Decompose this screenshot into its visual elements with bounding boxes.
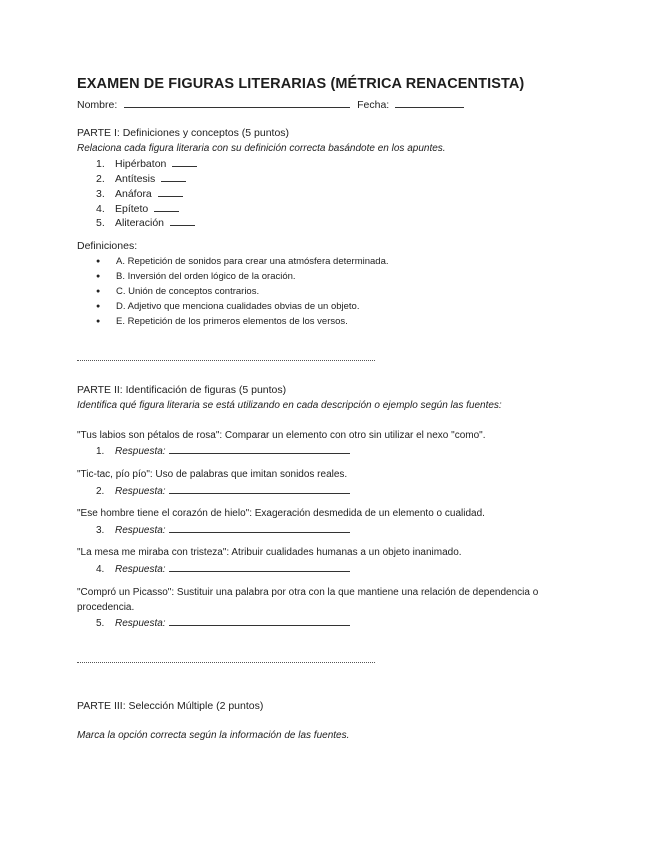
- match-blank[interactable]: [172, 157, 197, 167]
- part1-item: [96, 172, 186, 185]
- question-text: "Ese hombre tiene el corazón de hielo": Exageración desmedida de un elemento o cualidad.: [77, 508, 485, 519]
- fecha-input-line[interactable]: [395, 98, 464, 108]
- bullet-icon: ●: [96, 288, 101, 295]
- match-blank[interactable]: [161, 172, 186, 182]
- answer-label: Respuesta:: [115, 446, 166, 457]
- question-text: "La mesa me miraba con tristeza": Atribuir cualidades humanas a un objeto inanimado.: [77, 547, 462, 558]
- answer-label: Respuesta:: [115, 618, 166, 629]
- definition-item: [96, 256, 389, 267]
- answer-row: [96, 484, 350, 497]
- answer-label: Respuesta:: [115, 486, 166, 497]
- question-number: 3.: [96, 525, 105, 536]
- item-number: 3.: [96, 188, 105, 200]
- definition-text: D. Adjetivo que menciona cualidades obvias de un objeto.: [116, 301, 360, 312]
- bullet-icon: ●: [96, 303, 101, 310]
- answer-row: [96, 523, 350, 536]
- answer-label: Respuesta:: [115, 525, 166, 536]
- definition-item: [96, 286, 259, 297]
- answer-input-line[interactable]: [169, 616, 350, 626]
- match-blank[interactable]: [170, 216, 195, 226]
- answer-input-line[interactable]: [169, 562, 350, 572]
- answer-row: [96, 562, 350, 575]
- answer-input-line[interactable]: [169, 444, 350, 454]
- answer-row: [96, 444, 350, 457]
- definitions-heading: Definiciones:: [77, 240, 138, 252]
- item-number: 5.: [96, 217, 105, 229]
- part1-instructions: Relaciona cada figura literaria con su definición correcta basándote en los apuntes.: [77, 143, 446, 154]
- answer-label: Respuesta:: [115, 564, 166, 575]
- exam-title: EXAMEN DE FIGURAS LITERARIAS (MÉTRICA RENACENTISTA): [77, 76, 525, 92]
- part2-instructions: Identifica qué figura literaria se está utilizando en cada descripción o ejemplo según las fuentes:: [77, 400, 502, 411]
- bullet-icon: ●: [96, 273, 101, 280]
- definition-text: B. Inversión del orden lógico de la oración.: [116, 271, 296, 282]
- definition-text: A. Repetición de sonidos para crear una atmósfera determinada.: [116, 256, 389, 267]
- section-divider: [77, 662, 375, 663]
- part1-item: [96, 216, 195, 229]
- part1-item: [96, 157, 197, 170]
- part3-instructions: Marca la opción correcta según la información de las fuentes.: [77, 730, 350, 741]
- item-label: Aliteración: [115, 217, 165, 229]
- section-divider: [77, 360, 375, 361]
- question-number: 1.: [96, 446, 105, 457]
- definition-item: [96, 271, 296, 282]
- item-label: Antítesis: [115, 173, 156, 185]
- nombre-label: Nombre:: [77, 99, 118, 111]
- question-number: 4.: [96, 564, 105, 575]
- bullet-icon: ●: [96, 258, 101, 265]
- definition-item: [96, 301, 359, 312]
- part1-heading: PARTE I: Definiciones y conceptos (5 puntos): [77, 127, 290, 139]
- answer-row: [96, 616, 350, 629]
- answer-input-line[interactable]: [169, 523, 350, 533]
- question-text: "Compró un Picasso": Sustituir una palabra por otra con la que mantiene una relación de dependencia o procedencia.: [77, 587, 539, 613]
- part2-heading: PARTE II: Identificación de figuras (5 puntos): [77, 384, 287, 396]
- match-blank[interactable]: [158, 187, 183, 197]
- item-number: 2.: [96, 173, 105, 185]
- item-number: 4.: [96, 203, 105, 215]
- part1-item: [96, 202, 179, 215]
- question-text: "Tic-tac, pío pío": Uso de palabras que imitan sonidos reales.: [77, 469, 348, 480]
- answer-input-line[interactable]: [169, 484, 350, 494]
- definition-text: E. Repetición de los primeros elementos de los versos.: [116, 316, 348, 327]
- item-label: Hipérbaton: [115, 158, 167, 170]
- item-label: Anáfora: [115, 188, 152, 200]
- definition-text: C. Unión de conceptos contrarios.: [116, 286, 260, 297]
- definition-item: [96, 316, 348, 327]
- part1-item: [96, 187, 183, 200]
- nombre-input-line[interactable]: [124, 98, 350, 108]
- bullet-icon: ●: [96, 318, 101, 325]
- fecha-label: Fecha:: [357, 99, 390, 111]
- question-number: 2.: [96, 486, 105, 497]
- item-number: 1.: [96, 158, 105, 170]
- item-label: Epíteto: [115, 203, 149, 215]
- question-number: 5.: [96, 618, 105, 629]
- question-text: "Tus labios son pétalos de rosa": Comparar un elemento con otro sin utilizar el nexo "como".: [77, 430, 486, 441]
- header-fields: [77, 98, 464, 111]
- part3-heading: PARTE III: Selección Múltiple (2 puntos): [77, 700, 264, 712]
- match-blank[interactable]: [154, 202, 179, 212]
